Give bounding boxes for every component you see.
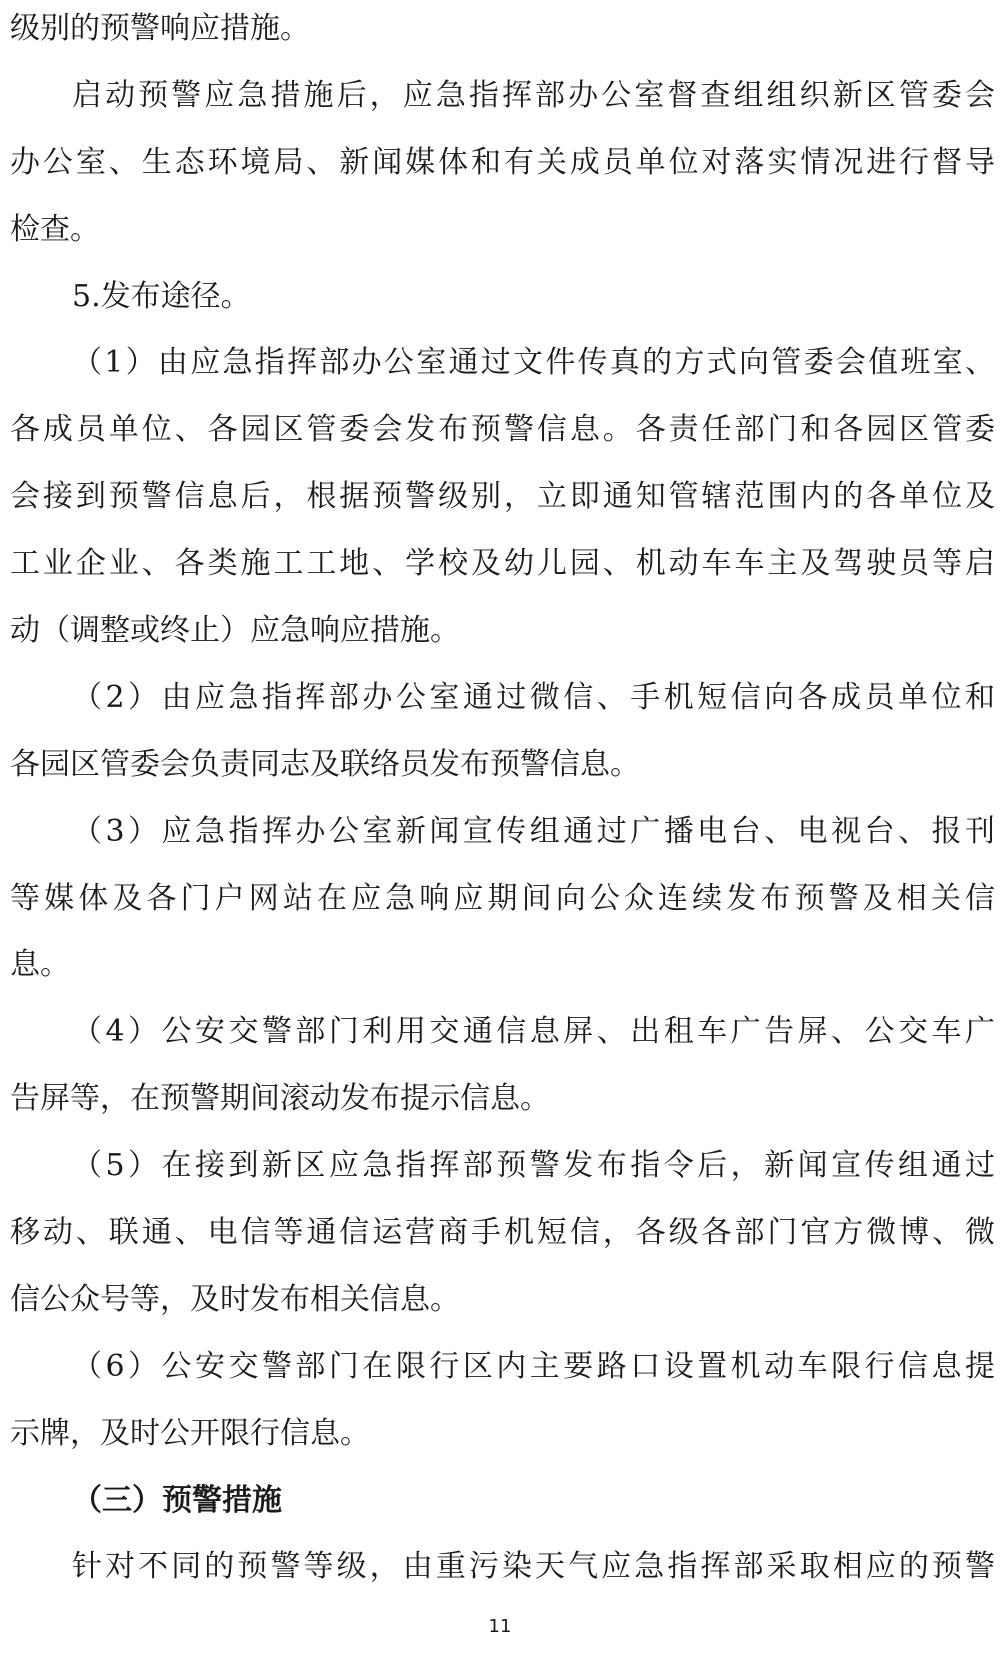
text-line: 息。 <box>10 947 70 983</box>
text-line: 信公众号等，及时发布相关信息。 <box>10 1281 460 1317</box>
text-line: 各园区管委会负责同志及联络员发布预警信息。 <box>10 746 640 782</box>
text-line: 检查。 <box>10 211 100 247</box>
text-line: 告屏等，在预警期间滚动发布提示信息。 <box>10 1081 550 1117</box>
text-line: 针对不同的预警等级，由重污染天气应急指挥部采取相应的预警 <box>72 1549 995 1585</box>
text-line: 动（调整或终止）应急响应措施。 <box>10 613 460 649</box>
text-line: 等媒体及各门户网站在应急响应期间向公众连续发布预警及相关信 <box>10 880 995 916</box>
page-number: 11 <box>488 1616 512 1637</box>
text-line: 工业企业、各类施工工地、学校及幼儿园、机动车车主及驾驶员等启 <box>10 546 995 582</box>
section-heading: （三）预警措施 <box>72 1482 282 1518</box>
text-line: （1）由应急指挥部办公室通过文件传真的方式向管委会值班室、 <box>72 345 995 381</box>
text-line: 办公室、生态环境局、新闻媒体和有关成员单位对落实情况进行督导 <box>10 144 995 180</box>
text-line: 会接到预警信息后，根据预警级别，立即通知管辖范围内的各单位及 <box>10 479 995 515</box>
text-line: （4）公安交警部门利用交通信息屏、出租车广告屏、公交车广 <box>72 1014 995 1050</box>
text-line: 各成员单位、各园区管委会发布预警信息。各责任部门和各园区管委 <box>10 412 995 448</box>
text-line: （6）公安交警部门在限行区内主要路口设置机动车限行信息提 <box>72 1348 995 1384</box>
text-line: 移动、联通、电信等通信运营商手机短信，各级各部门官方微博、微 <box>10 1215 995 1251</box>
text-line: 5.发布途径。 <box>72 278 251 314</box>
text-line: （5）在接到新区应急指挥部预警发布指令后，新闻宣传组通过 <box>72 1148 995 1184</box>
text-line: （2）由应急指挥部办公室通过微信、手机短信向各成员单位和 <box>72 679 995 715</box>
text-line: （3）应急指挥办公室新闻宣传组通过广播电台、电视台、报刊 <box>72 813 995 849</box>
text-line: 启动预警应急措施后，应急指挥部办公室督查组组织新区管委会 <box>72 77 995 113</box>
text-line: 示牌，及时公开限行信息。 <box>10 1415 370 1451</box>
text-line: 级别的预警响应措施。 <box>10 11 310 46</box>
body-text <box>10 0 995 1605</box>
